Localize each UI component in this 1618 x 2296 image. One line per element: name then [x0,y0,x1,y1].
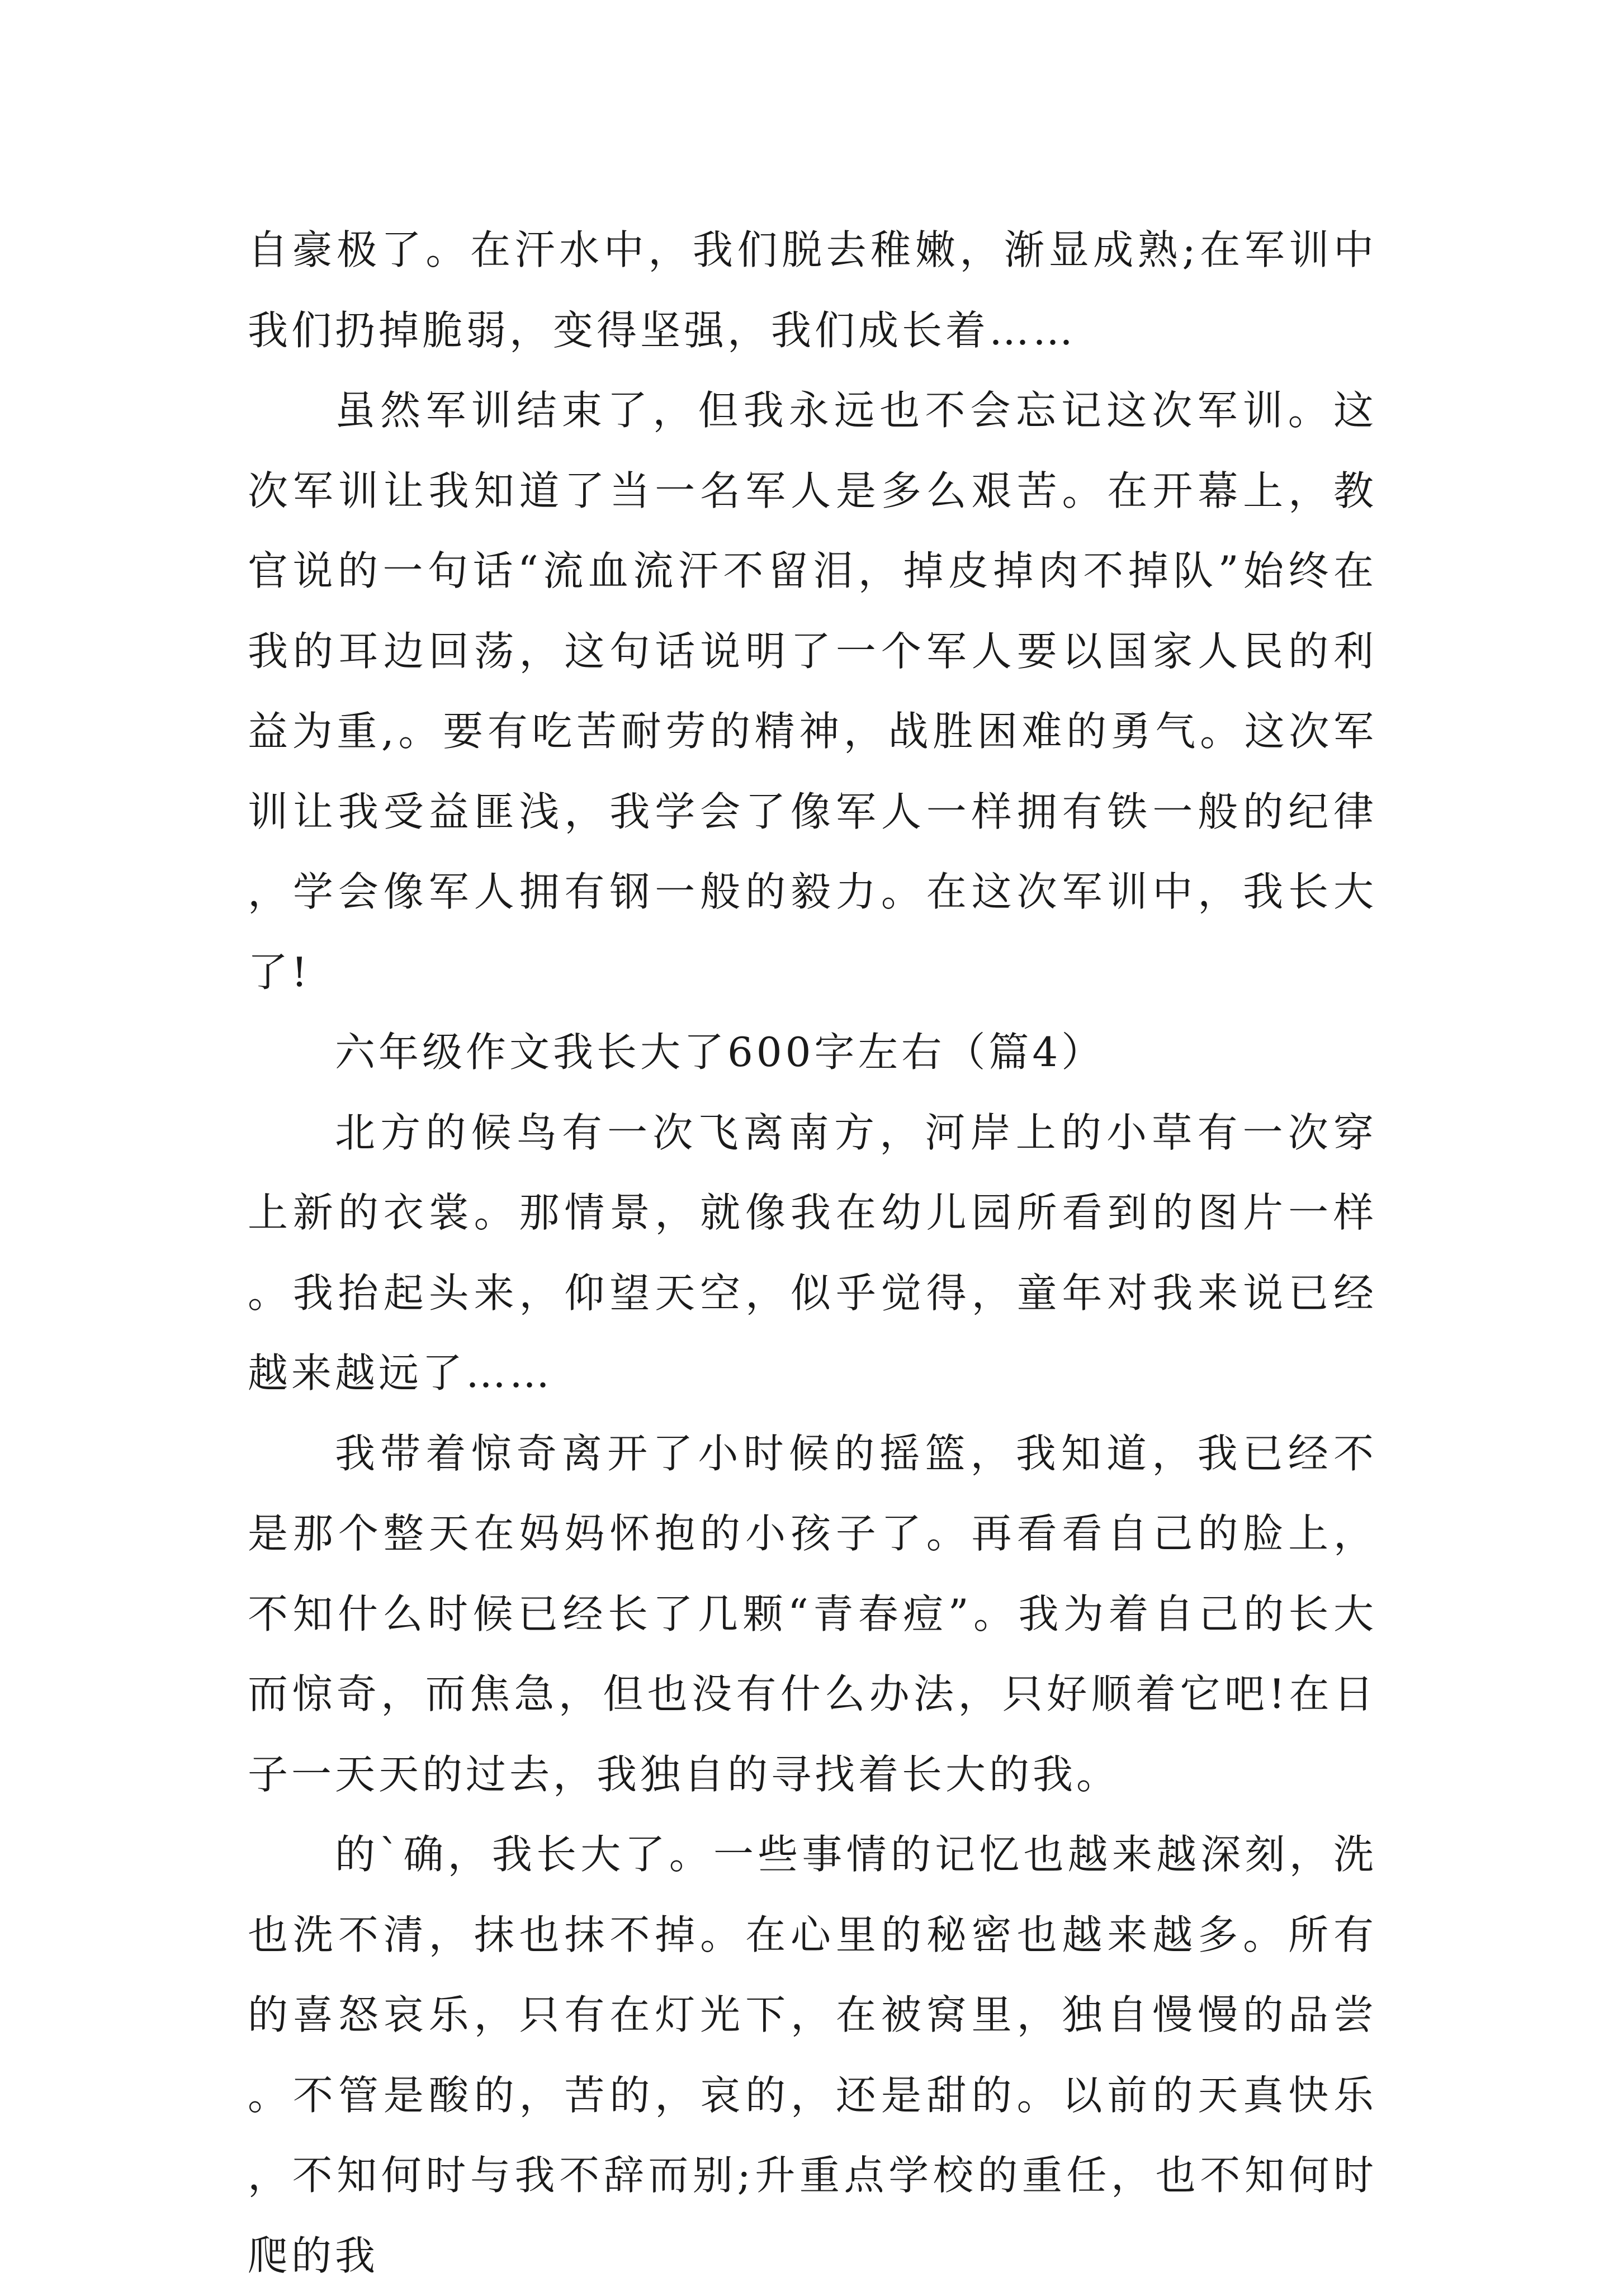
paragraph-military-training: 虽然军训结束了，但我永远也不会忘记这次军训。这次军训让我知道了当一名军人是多么艰苦。在开幕上，教官说的一句话“流血流汗不留泪，掉皮掉肉不掉队”始终在我的耳边回荡，这句话说明了一个军人要以国家人民的利益为重,。要有吃苦耐劳的精神，战胜困难的勇气。这次军训让我受益匪浅，我学会了像军人一样拥有铁一般的纪律，学会像军人拥有钢一般的毅力。在这次军训中，我长大了! [248,387,1377,996]
section-heading: 六年级作文我长大了600字左右（篇4） [335,1029,1105,1076]
paragraph-migratory-birds: 北方的候鸟有一次飞离南方，河岸上的小草有一次穿上新的衣裳。那情景，就像我在幼儿园所看到的图片一样。我抬起头来，仰望天空，似乎觉得，童年对我来说已经越来越远了…… [248,1109,1377,1396]
paragraph-growing-up: 的`确，我长大了。一些事情的记忆也越来越深刻，洗也洗不清，抹也抹不掉。在心里的秘密也越来越多。所有的喜怒哀乐，只有在灯光下，在被窝里，独自慢慢的品尝。不管是酸的，苦的，哀的，还是甜的。以前的天真快乐，不知何时与我不辞而别;升重点学校的重任，也不知何时爬的我 [248,1831,1377,2279]
article-body [248,210,1377,2296]
paragraph-cradle: 我带着惊奇离开了小时候的摇篮，我知道，我已经不是那个整天在妈妈怀抱的小孩子了。再看看自己的脸上，不知什么时候已经长了几颗“青春痘”。我为着自己的长大而惊奇，而焦急，但也没有什么办法，只好顺着它吧!在日子一天天的过去，我独自的寻找着长大的我。 [248,1429,1377,1798]
paragraph-continuation: 自豪极了。在汗水中，我们脱去稚嫩，渐显成熟;在军训中我们扔掉脆弱，变得坚强，我们成长着…… [248,226,1377,354]
